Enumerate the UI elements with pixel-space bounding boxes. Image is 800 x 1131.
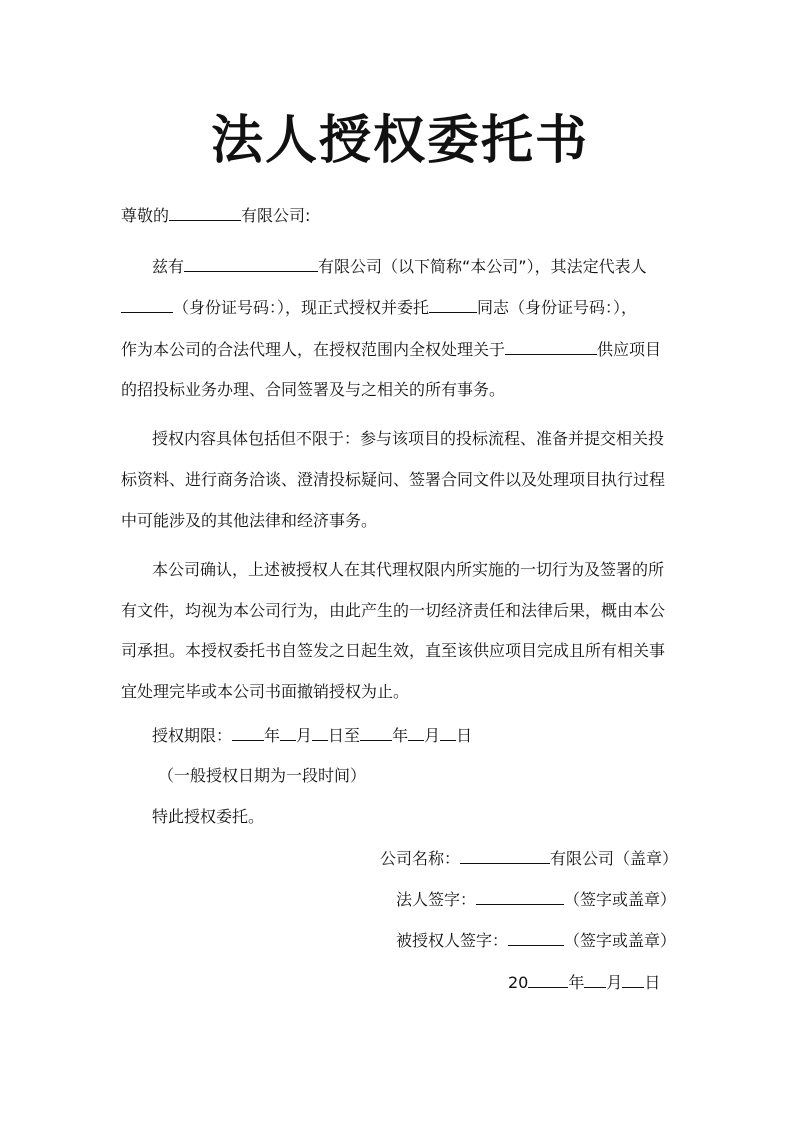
signature-legal xyxy=(396,889,676,911)
paragraph1-line3 xyxy=(121,339,661,361)
blank-start-month[interactable] xyxy=(280,725,296,741)
paragraph1-line1 xyxy=(152,256,647,278)
authorization-period xyxy=(152,725,472,747)
signature-date xyxy=(508,972,660,994)
blank-start-day[interactable] xyxy=(312,725,328,741)
paragraph1-line2 xyxy=(121,297,637,319)
p1-line3-suffix: 供应项目 xyxy=(597,340,662,359)
blank-legal-rep[interactable] xyxy=(121,297,173,313)
blank-company-name[interactable] xyxy=(184,256,318,272)
legal-label: 法人签字： xyxy=(396,890,477,909)
blank-sign-day[interactable] xyxy=(622,972,644,988)
period-note: （一般授权日期为一段时间） xyxy=(158,766,367,785)
agent-label: 被授权人签字： xyxy=(396,931,509,950)
salutation xyxy=(121,205,310,227)
salutation-suffix: 有限公司: xyxy=(241,206,311,225)
date-month: 月 xyxy=(606,973,623,992)
blank-agent-name[interactable] xyxy=(429,297,477,313)
signature-company xyxy=(380,848,678,870)
period-day-to: 日至 xyxy=(328,726,361,745)
period-label: 授权期限： xyxy=(152,726,233,745)
company-label: 公司名称： xyxy=(380,849,461,868)
paragraph2-line1: 授权内容具体包括但不限于：参与该项目的投标流程、准备并提交相关投 xyxy=(152,429,665,448)
blank-legal-signature[interactable] xyxy=(476,889,564,905)
salutation-prefix: 尊敬的 xyxy=(121,206,170,225)
period-day2: 日 xyxy=(456,726,473,745)
company-suffix: 有限公司（盖章） xyxy=(550,849,679,868)
p1-line2-a: （身份证号码：），现正式授权并委托 xyxy=(173,298,430,317)
p1-line2-b: 同志（身份证号码：）， xyxy=(477,298,638,317)
paragraph2-line2: 标资料、进行商务洽谈、澄清投标疑问、签署合同文件以及处理项目执行过程 xyxy=(121,470,666,489)
legal-suffix: （签字或盖章） xyxy=(564,890,677,909)
blank-agent-signature[interactable] xyxy=(508,930,564,946)
paragraph1-line4: 的招投标业务办理、合同签署及与之相关的所有事务。 xyxy=(121,380,506,399)
blank-project-name[interactable] xyxy=(505,339,597,355)
signature-agent xyxy=(396,930,676,952)
blank-end-year[interactable] xyxy=(360,725,392,741)
period-year2: 年 xyxy=(392,726,409,745)
blank-recipient-company[interactable] xyxy=(169,205,241,221)
blank-end-month[interactable] xyxy=(408,725,424,741)
blank-sign-month[interactable] xyxy=(584,972,606,988)
paragraph2-line3: 中可能涉及的其他法律和经济事务。 xyxy=(121,511,378,530)
date-day: 日 xyxy=(644,973,661,992)
p1-suffix: 有限公司（以下简称“本公司”），其法定代表人 xyxy=(318,257,647,276)
p1-prefix: 兹有 xyxy=(152,257,185,276)
period-year1: 年 xyxy=(264,726,281,745)
blank-sign-year[interactable] xyxy=(528,972,568,988)
blank-end-day[interactable] xyxy=(440,725,456,741)
blank-start-year[interactable] xyxy=(232,725,264,741)
closing-statement: 特此授权委托。 xyxy=(152,807,265,826)
period-month1: 月 xyxy=(296,726,313,745)
period-month2: 月 xyxy=(424,726,441,745)
paragraph3-line4: 宜处理完毕或本公司书面撤销授权为止。 xyxy=(121,682,410,701)
document-title: 法人授权委托书 xyxy=(210,111,589,171)
paragraph3-line1: 本公司确认，上述被授权人在其代理权限内所实施的一切行为及签署的所 xyxy=(152,560,665,579)
date-prefix: 20 xyxy=(508,973,529,992)
paragraph3-line3: 司承担。本授权委托书自签发之日起生效，直至该供应项目完成且所有相关事 xyxy=(121,641,666,660)
agent-suffix: （签字或盖章） xyxy=(564,931,677,950)
date-year: 年 xyxy=(568,973,585,992)
p1-line3-prefix: 作为本公司的合法代理人，在授权范围内全权处理关于 xyxy=(121,340,506,359)
paragraph3-line2: 有文件，均视为本公司行为，由此产生的一切经济责任和法律后果，概由本公 xyxy=(121,601,666,620)
blank-signing-company[interactable] xyxy=(460,848,550,864)
